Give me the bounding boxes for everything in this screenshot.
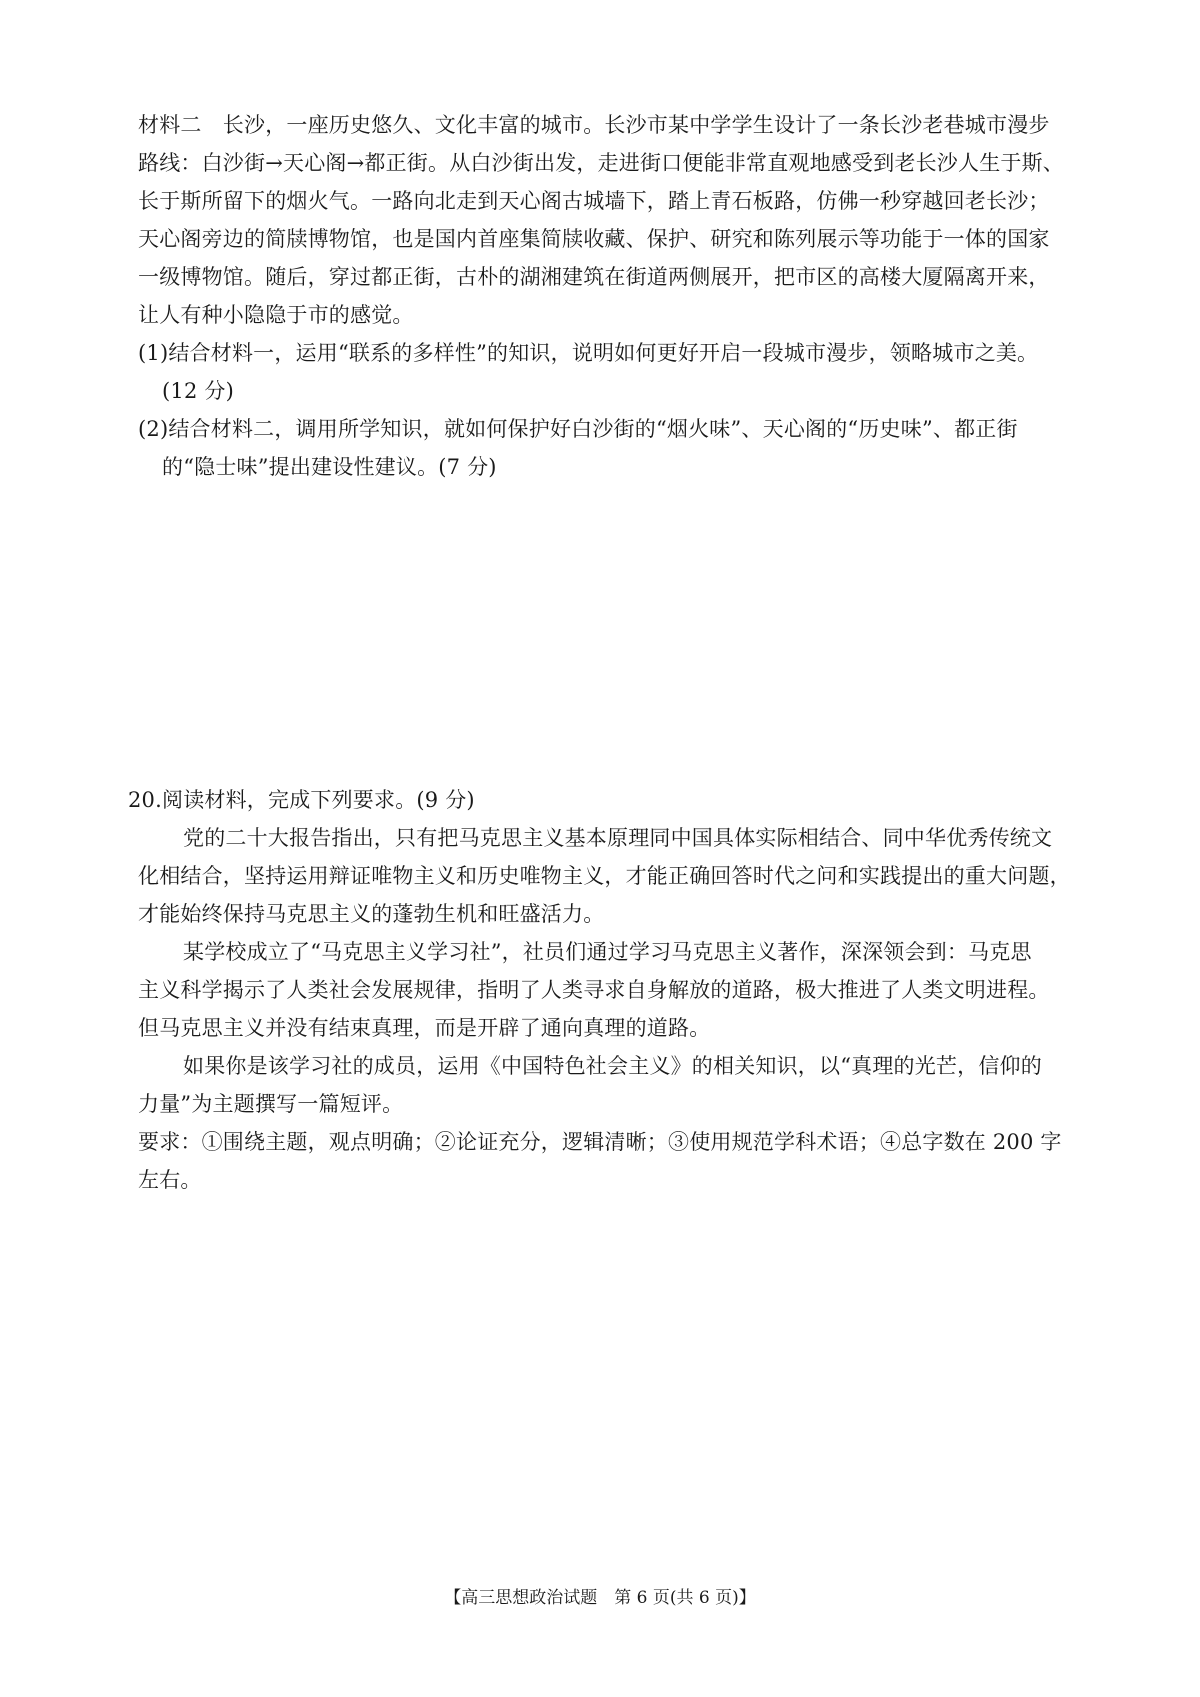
material-two-line: 材料二 长沙，一座历史悠久、文化丰富的城市。长沙市某中学学生设计了一条长沙老巷城市漫步	[138, 113, 1050, 137]
page-footer: 【高三思想政治试题 第 6 页(共 6 页)】	[444, 1588, 756, 1608]
subquestion-2-continued: 的“隐士味”提出建设性建议。(7 分)	[162, 455, 497, 479]
question-20-paragraph-line: 某学校成立了“马克思主义学习社”，社员们通过学习马克思主义著作，深深领会到：马克思	[183, 940, 1032, 964]
question-20-paragraph-line: 力量”为主题撰写一篇短评。	[138, 1092, 404, 1116]
question-20-requirements: 要求：①围绕主题，观点明确；②论证充分，逻辑清晰；③使用规范学科术语；④总字数在 200 字	[138, 1130, 1062, 1154]
question-20-paragraph-line: 党的二十大报告指出，只有把马克思主义基本原理同中国具体实际相结合、同中华优秀传统文	[183, 826, 1053, 850]
question-20-paragraph-line: 主义科学揭示了人类社会发展规律，指明了人类寻求自身解放的道路，极大推进了人类文明进程。	[138, 978, 1050, 1002]
material-two-line: 天心阁旁边的简牍博物馆，也是国内首座集简牍收藏、保护、研究和陈列展示等功能于一体的国家	[138, 227, 1050, 251]
question-20-requirements: 左右。	[138, 1168, 202, 1192]
subquestion-1-score: (12 分)	[162, 379, 234, 403]
material-two-line: 路线：白沙街→天心阁→都正街。从白沙街出发，走进街口便能非常直观地感受到老长沙人生于斯、	[138, 151, 1064, 175]
question-20-paragraph-line: 才能始终保持马克思主义的蓬勃生机和旺盛活力。	[138, 902, 605, 926]
material-two-line: 让人有种小隐隐于市的感觉。	[138, 303, 414, 327]
question-20-paragraph-line: 但马克思主义并没有结束真理，而是开辟了通向真理的道路。	[138, 1016, 711, 1040]
subquestion-1: (1)结合材料一，运用“联系的多样性”的知识，说明如何更好开启一段城市漫步，领略城市之美。	[138, 341, 1039, 365]
question-20-paragraph-line: 化相结合，坚持运用辩证唯物主义和历史唯物主义，才能正确回答时代之问和实践提出的重大问题，	[138, 864, 1071, 888]
material-two-line: 一级博物馆。随后，穿过都正街，古朴的湖湘建筑在街道两侧展开，把市区的高楼大厦隔离开来，	[138, 265, 1050, 289]
question-20-heading: 20.阅读材料，完成下列要求。(9 分)	[128, 788, 475, 812]
material-two-line: 长于斯所留下的烟火气。一路向北走到天心阁古城墙下，踏上青石板路，仿佛一秒穿越回老长沙；	[138, 189, 1050, 213]
question-20-paragraph-line: 如果你是该学习社的成员，运用《中国特色社会主义》的相关知识，以“真理的光芒，信仰的	[183, 1054, 1042, 1078]
subquestion-2: (2)结合材料二，调用所学知识，就如何保护好白沙街的“烟火味”、天心阁的“历史味”、都正街	[138, 417, 1018, 441]
